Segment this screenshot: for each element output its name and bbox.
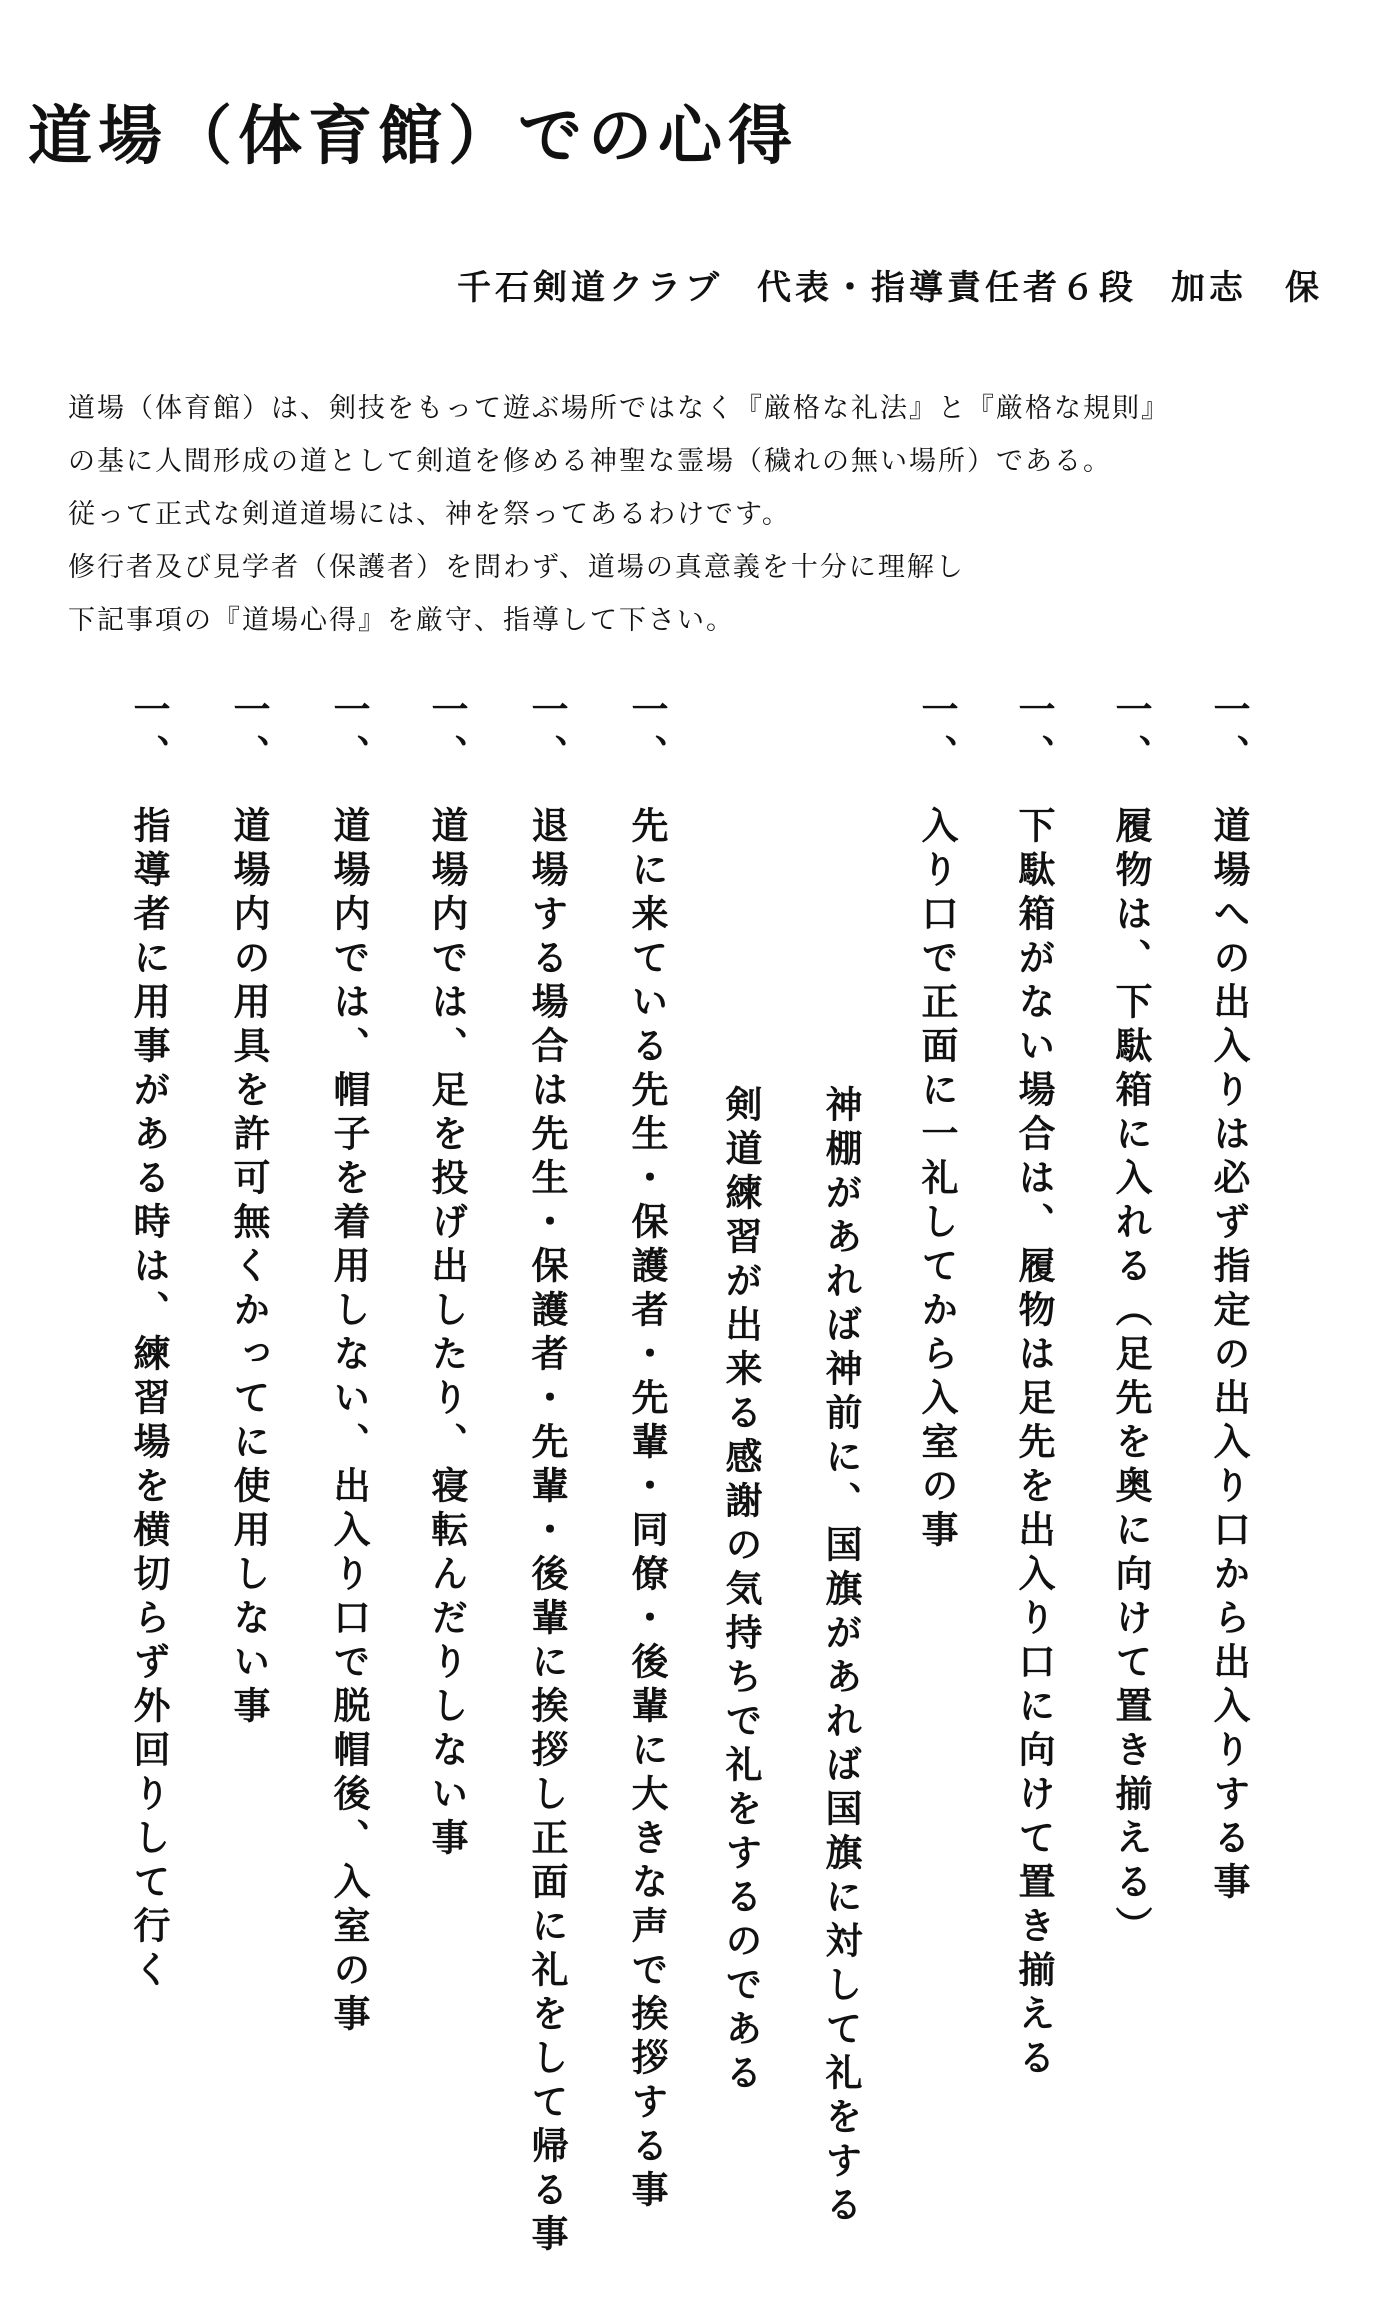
rule-item	[1012, 690, 1056, 2290]
rule-item	[227, 690, 271, 2290]
author-name: 加志 保	[1171, 268, 1323, 308]
intro-line: 従って正式な剣道道場には、神を祭ってあるわけです。	[68, 499, 791, 530]
rule-text: 道場内では、帽子を着用しない、出入り口で脱帽後、入室の事	[327, 806, 371, 2038]
rule-text: 下駄箱がない場合は、履物は足先を出入り口に向けて置き揃える	[1012, 806, 1056, 2082]
rule-text: 道場内では、足を投げ出したり、寝転んだりしない事	[425, 806, 469, 1862]
rule-text: 指導者に用事がある時は、練習場を横切らず外回りして行く	[127, 806, 171, 1994]
rule-item	[525, 690, 569, 2290]
author-org: 千石剣道クラブ	[457, 268, 723, 308]
rule-text: 先に来ている先生・保護者・先輩・同僚・後輩に大きな声で挨拶する事	[625, 806, 669, 2214]
rule-mark: 一、	[327, 690, 371, 778]
rule-text: 履物は、下駄箱に入れる（足先を奥に向けて置き揃える）	[1109, 806, 1153, 1950]
intro-line: の基に人間形成の道として剣道を修める神聖な霊場（穢れの無い場所）である。	[68, 446, 1112, 477]
rule-mark: 一、	[127, 690, 171, 778]
rule-item	[327, 690, 371, 2290]
page-title: 道場（体育館）での心得	[28, 99, 798, 174]
author-role: 代表・指導責任者６段	[757, 268, 1137, 308]
intro-line: 道場（体育館）は、剣技をもって遊ぶ場所ではなく『厳格な礼法』と『厳格な規則』	[68, 393, 1170, 424]
rule-item	[127, 690, 171, 2290]
rule-text: 退場する場合は先生・保護者・先輩・後輩に挨拶し正面に礼をして帰る事	[525, 806, 569, 2258]
rule-mark: 一、	[625, 690, 669, 778]
rule-item	[915, 690, 959, 2290]
rule-text: 入り口で正面に一礼してから入室の事	[915, 806, 959, 1554]
rule-mark: 一、	[1207, 690, 1251, 778]
rule-mark: 一、	[425, 690, 469, 778]
rule-mark: 一、	[1109, 690, 1153, 778]
rule-mark: 一、	[915, 690, 959, 778]
author-line	[457, 260, 1323, 309]
intro-line: 修行者及び見学者（保護者）を問わず、道場の真意義を十分に理解し	[68, 552, 965, 583]
rule-mark: 一、	[1012, 690, 1056, 778]
rule-sub-note: 剣道練習が出来る感謝の気持ちで礼をするのである	[719, 1085, 763, 2097]
rule-text: 道場内の用具を許可無くかってに使用しない事	[227, 806, 271, 1730]
rule-item	[425, 690, 469, 2290]
rule-text: 道場への出入りは必ず指定の出入り口から出入りする事	[1207, 806, 1251, 1906]
rule-mark: 一、	[525, 690, 569, 778]
intro-paragraph	[68, 382, 1338, 647]
rule-item	[1207, 690, 1251, 2290]
rule-item	[625, 690, 669, 2290]
intro-line: 下記事項の『道場心得』を厳守、指導して下さい。	[68, 605, 735, 636]
rule-item	[1109, 690, 1153, 2290]
rules-list	[0, 690, 1383, 2290]
rule-sub-note: 神棚があれば神前に、国旗があれば国旗に対して礼をする	[819, 1085, 863, 2229]
rule-mark: 一、	[227, 690, 271, 778]
